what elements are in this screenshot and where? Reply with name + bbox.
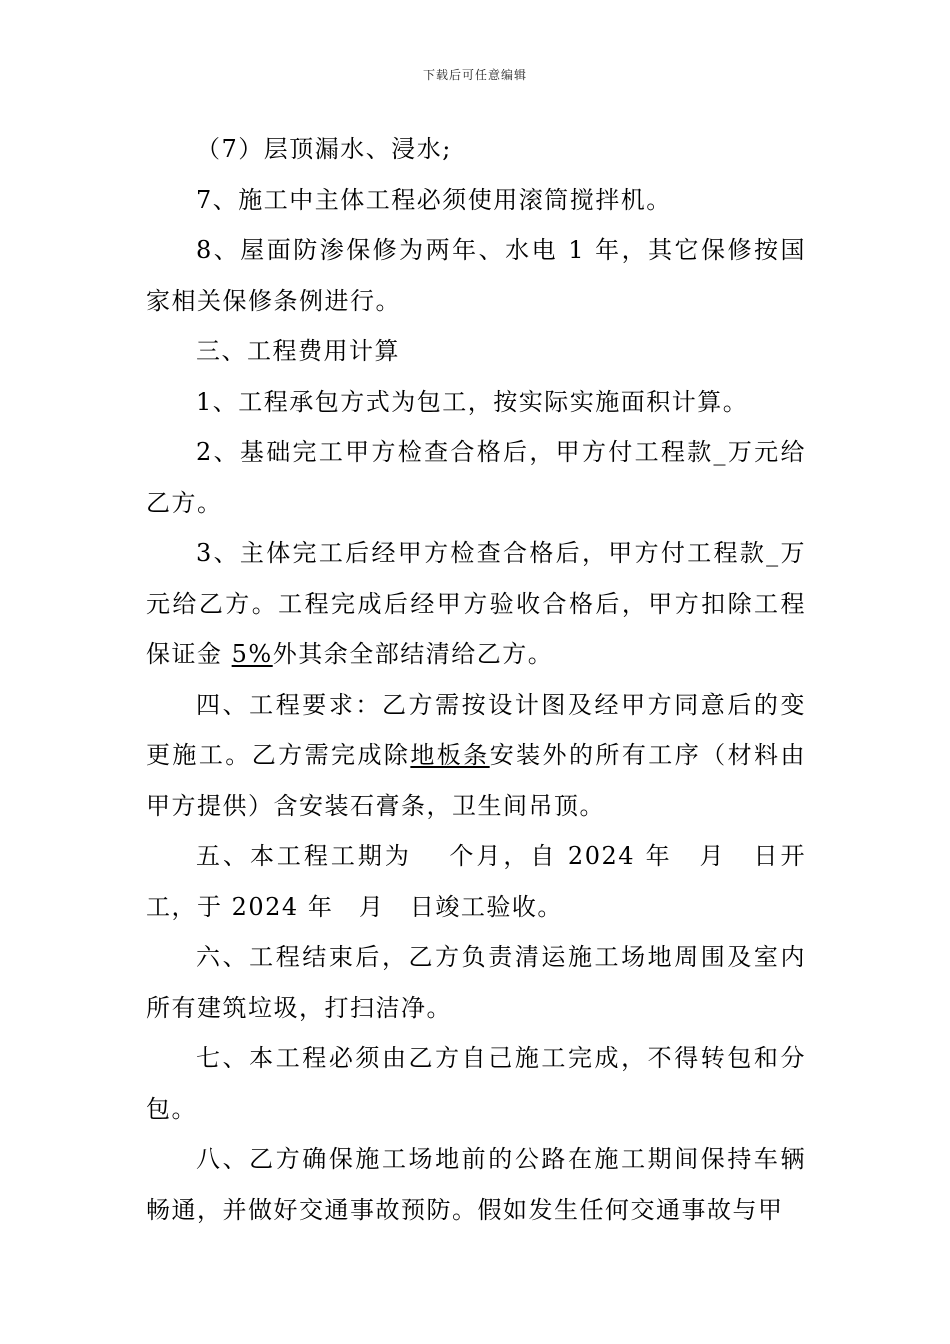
paragraph-foundation-payment: 2、基础完工甲方检查合格后，甲方付工程款_万元给乙方。 — [146, 438, 806, 517]
paragraph-warranty: 8、屋面防渗保修为两年、水电 1 年，其它保修按国家相关保修条例进行。 — [146, 236, 806, 315]
requirements-text-1: 四、工程要求：乙方需按设计图及经甲方同意后的变更施工。乙方需完成除 — [146, 690, 806, 769]
paragraph-traffic-safety: 八、乙方确保施工场地前的公路在施工期间保持车辆畅通，并做好交通事故预防。假如发生任何交通事故与甲 — [146, 1145, 806, 1224]
requirements-text-2: 安装外的所有工序（材料由甲方提供）含安装石膏条，卫生间吊顶。 — [146, 741, 806, 820]
paragraph-cleanup: 六、工程结束后，乙方负责清运施工场地周围及室内所有建筑垃圾，打扫洁净。 — [146, 943, 806, 1022]
retention-percentage: 5% — [231, 640, 273, 668]
document-body — [146, 124, 806, 1235]
paragraph-contract-method: 1、工程承包方式为包工，按实际实施面积计算。 — [196, 387, 749, 416]
paragraph-main-payment — [146, 528, 806, 680]
paragraph-project-requirements — [146, 680, 806, 832]
paragraph-leak-item: （7）层顶漏水、浸水; — [196, 135, 452, 163]
main-payment-text-2: 外其余全部结清给乙方。 — [272, 640, 554, 668]
paragraph-mixer-requirement: 7、施工中主体工程必须使用滚筒搅拌机。 — [196, 185, 672, 214]
paragraph-schedule: 五、本工程工期为 个月，自 2024 年 月 日开工，于 2024 年 月 日竣工验收。 — [146, 842, 806, 921]
page-header: 下载后可任意编辑 — [422, 68, 527, 82]
section-heading-cost-calculation: 三、工程费用计算 — [196, 337, 400, 365]
floorboard-term: 地板条 — [410, 741, 490, 769]
main-payment-text-1: 3、主体完工后经甲方检查合格后，甲方付工程款_万元给乙方。工程完成后经甲方验收合格后，甲方扣除工程保证金 — [146, 539, 806, 668]
paragraph-no-subcontract: 七、本工程必须由乙方自己施工完成，不得转包和分包。 — [146, 1044, 806, 1123]
